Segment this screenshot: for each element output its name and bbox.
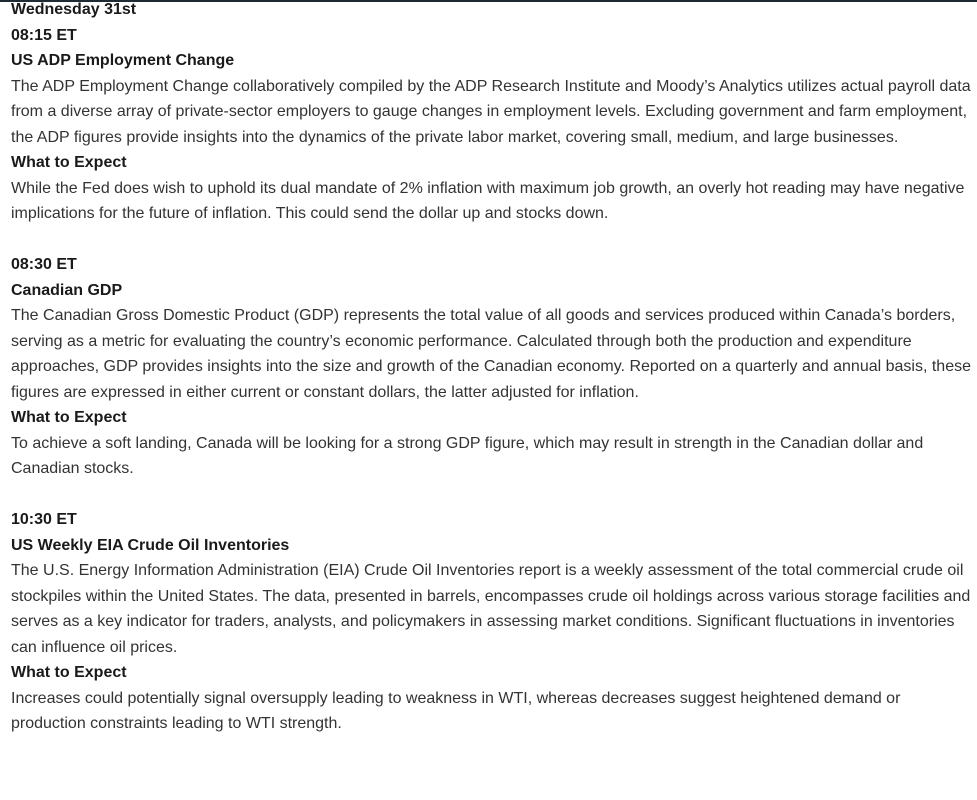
- day-heading: Wednesday 31st: [11, 1, 137, 18]
- event-time: 08:30 ET: [11, 256, 77, 273]
- event-eia-crude-oil: [11, 507, 973, 737]
- economic-calendar-article: [11, 0, 973, 737]
- event-description: The Canadian Gross Domestic Product (GDP) represents the total value of all goods and services produced within Canada’s borders, serving as a metric for evaluating the country’s economic performance. Calculated through both the production and expenditure approaches, GDP provides insights into the size and growth of the Canadian economy. Reported on a quarterly and annual basis, these figures are expressed in either current or constant dollars, the latter adjusted for inflation.: [11, 307, 971, 401]
- what-to-expect-text: While the Fed does wish to uphold its dual mandate of 2% inflation with maximum job growth, an overly hot reading may have negative implications for the future of inflation. This could send the dollar up and stocks down.: [11, 179, 965, 222]
- event-description: The ADP Employment Change collaboratively compiled by the ADP Research Institute and Moody’s Analytics utilizes actual payroll data from a diverse array of private-sector employers to gauge changes in employment levels. Excluding government and farm employment, the ADP figures provide insights into the dynamics of the private labor market, covering small, medium, and large businesses.: [11, 77, 971, 146]
- event-time: 10:30 ET: [11, 511, 77, 528]
- what-to-expect-label: What to Expect: [11, 154, 127, 171]
- what-to-expect-label: What to Expect: [11, 664, 127, 681]
- event-title: Canadian GDP: [11, 281, 123, 299]
- event-title: US ADP Employment Change: [11, 52, 235, 69]
- event-title: US Weekly EIA Crude Oil Inventories: [11, 536, 290, 554]
- section-spacer: [11, 482, 973, 508]
- event-canadian-gdp: [11, 252, 973, 482]
- section-spacer: [11, 227, 973, 253]
- what-to-expect-label: What to Expect: [11, 409, 127, 426]
- event-description: The U.S. Energy Information Administration (EIA) Crude Oil Inventories report is a weekly assessment of the total commercial crude oil stockpiles within the United States. The data, presented in barrels, encompasses crude oil holdings across various storage facilities and serves as a key indicator for traders, analysts, and policymakers in assessing market conditions. Significant fluctuations in inventories can influence oil prices.: [11, 562, 971, 656]
- event-adp-employment: [11, 23, 973, 227]
- event-time: 08:15 ET: [11, 26, 77, 44]
- what-to-expect-text: Increases could potentially signal oversupply leading to weakness in WTI, whereas decreases suggest heightened demand or production constraints leading to WTI strength.: [11, 689, 901, 732]
- what-to-expect-text: To achieve a soft landing, Canada will be looking for a strong GDP figure, which may result in strength in the Canadian dollar and Canadian stocks.: [11, 434, 924, 477]
